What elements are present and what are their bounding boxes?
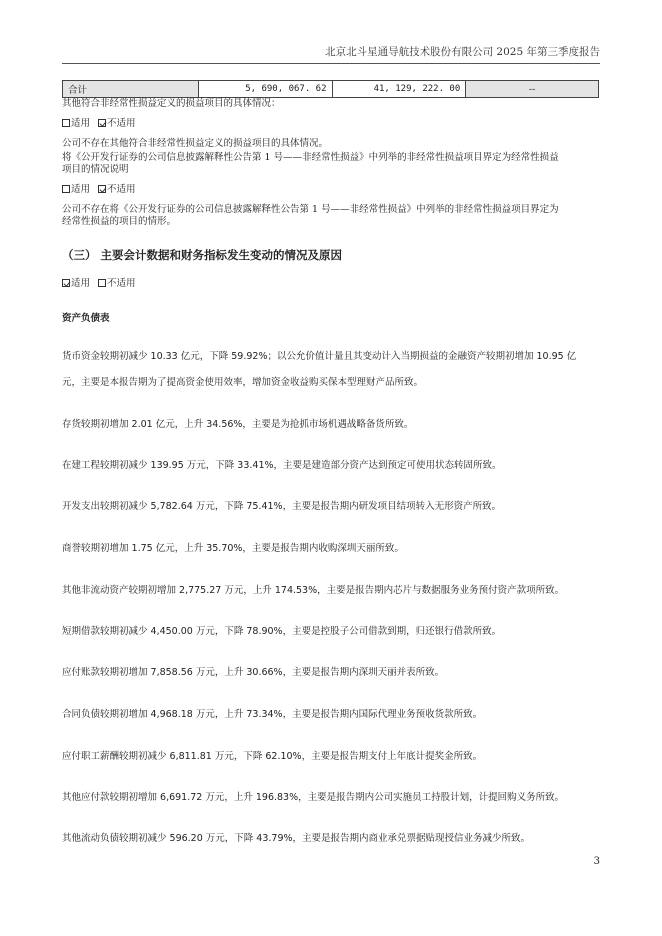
paragraph-line: 其他流动负债较期初减少 596.20 万元，下降 43.79%，主要是报告期内商业承兑票据贴现授信业务减少所致。 xyxy=(62,833,531,844)
not-applicable-label: 不适用 xyxy=(107,278,136,289)
total-value-current: 5, 690, 067. 62 xyxy=(198,81,332,98)
paragraph-line: 元，主要是本报告期为了提高资金使用效率，增加资金收益购买保本型理财产品所致。 xyxy=(62,377,424,388)
paragraph-line: 商誉较期初增加 1.75 亿元，上升 35.70%，主要是报告期内收购深圳天丽所致。 xyxy=(62,543,404,554)
paragraph-line: 短期借款较期初减少 4,450.00 万元，下降 78.90%，主要是控股子公司借款到期，归还银行借款所致。 xyxy=(62,626,502,637)
paragraph-line: 在建工程较期初减少 139.95 万元，下降 33.41%，主要是建造部分资产达到预定可使用状态转固所致。 xyxy=(62,460,502,471)
checkbox-checked-icon xyxy=(98,185,106,193)
checkbox-checked-icon xyxy=(98,119,106,127)
paragraph-line: 应付职工薪酬较期初减少 6,811.81 万元，下降 62.10%，主要是报告期支付上年底计提奖金所致。 xyxy=(62,751,483,762)
applicability-row-1 xyxy=(62,118,136,131)
other-items-statement: 公司不存在其他符合非经常性损益定义的损益项目的具体情况。 xyxy=(62,138,329,149)
table-row xyxy=(63,81,599,98)
header-divider xyxy=(62,63,600,64)
paragraph-line: 其他应付款较期初增加 6,691.72 万元，上升 196.83%，主要是报告期内公司实施员工持股计划，计提回购义务所致。 xyxy=(62,792,565,803)
balance-sheet-subtitle: 资产负债表 xyxy=(62,313,110,324)
paragraph-line: 存货较期初增加 2.01 亿元，上升 34.56%，主要是为抢抓市场机遇战略备货所致。 xyxy=(62,419,414,430)
note-line-1: 将《公开发行证券的公司信息披露解释性公告第 1 号——非经常性损益》中列举的非经常性损益项目界定为经常性损益 xyxy=(62,152,559,163)
total-note: -- xyxy=(466,81,599,98)
other-items-intro: 其他符合非经常性损益定义的损益项目的具体情况： xyxy=(62,98,281,109)
applicable-label: 适用 xyxy=(71,118,91,129)
page-number: 3 xyxy=(593,856,600,867)
report-header: 北京北斗星通导航技术股份有限公司 2025 年第三季度报告 xyxy=(325,46,600,58)
statement2-line-2: 经常性损益的项目的情形。 xyxy=(62,216,177,227)
paragraph-line: 其他非流动资产较期初增加 2,775.27 万元，上升 174.53%，主要是报告期内芯片与数据服务业务预付资产款项所致。 xyxy=(62,585,565,596)
checkbox-empty-icon xyxy=(62,119,70,127)
not-applicable-label: 不适用 xyxy=(107,118,136,129)
note-line-2: 项目的情况说明 xyxy=(62,164,129,175)
total-value-ytd: 41, 129, 222. 00 xyxy=(332,81,466,98)
applicable-label: 适用 xyxy=(71,278,91,289)
checkbox-empty-icon xyxy=(98,279,106,287)
paragraph-line: 开发支出较期初减少 5,782.64 万元，下降 75.41%，主要是报告期内研发项目结项转入无形资产所致。 xyxy=(62,501,502,512)
checkbox-empty-icon xyxy=(62,185,70,193)
applicability-row-3 xyxy=(62,278,136,291)
paragraph-line: 应付账款较期初增加 7,858.56 万元，上升 30.66%，主要是报告期内深圳天丽并表所致。 xyxy=(62,667,445,678)
statement2-line-1: 公司不存在将《公开发行证券的公司信息披露解释性公告第 1 号——非经常性损益》中列举的非经常性损益项目界定为 xyxy=(62,204,559,215)
not-applicable-label: 不适用 xyxy=(107,184,136,195)
total-label: 合计 xyxy=(63,81,199,98)
applicability-row-2 xyxy=(62,184,136,197)
paragraph-line: 货币资金较期初减少 10.33 亿元，下降 59.92%；以公允价值计量且其变动计入当期损益的金融资产较期初增加 10.95 亿 xyxy=(62,351,577,362)
section-title: （三） 主要会计数据和财务指标发生变动的情况及原因 xyxy=(62,248,343,262)
paragraph-line: 合同负债较期初增加 4,968.18 万元，上升 73.34%，主要是报告期内国际代理业务预收货款所致。 xyxy=(62,709,483,720)
applicable-label: 适用 xyxy=(71,184,91,195)
checkbox-checked-icon xyxy=(62,279,70,287)
total-table xyxy=(62,80,599,98)
